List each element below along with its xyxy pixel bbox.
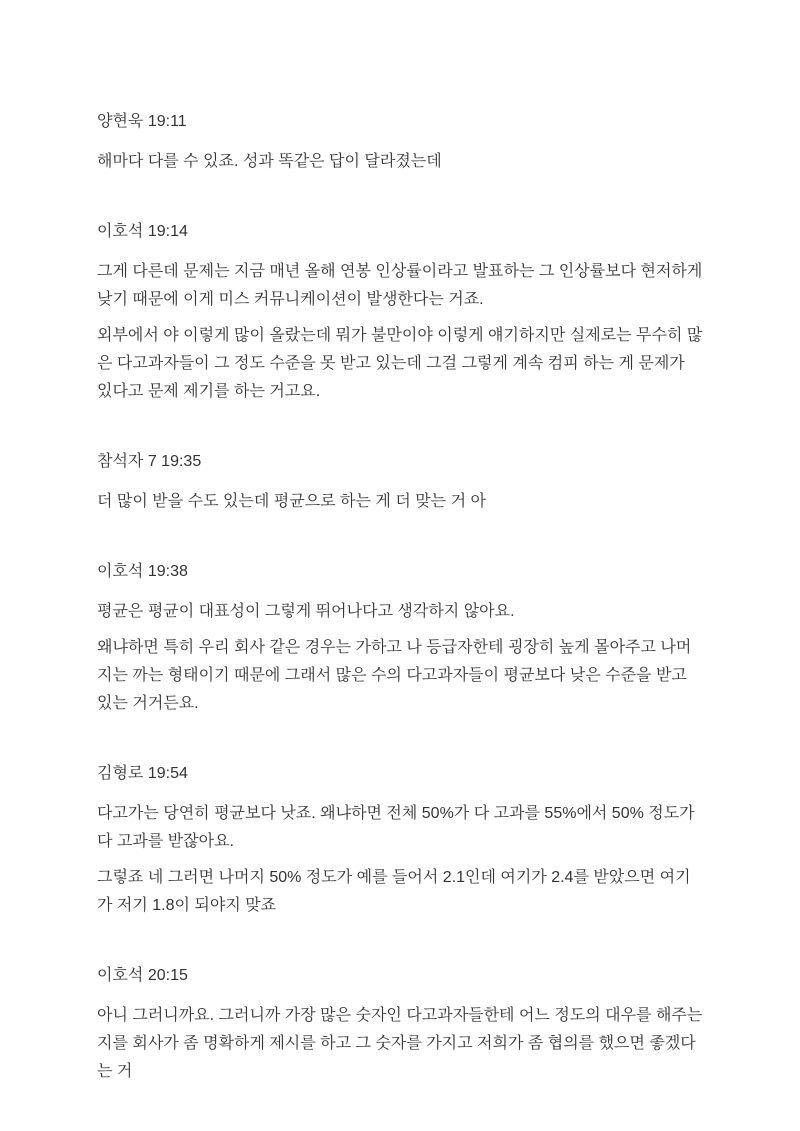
transcript-section	[97, 558, 703, 718]
speaker-header	[97, 448, 703, 476]
transcript-paragraph: 외부에서 야 이렇게 많이 올랐는데 뭐가 불만이야 이렇게 얘기하지만 실제로는 무수히 많은 다고과자들이 그 정도 수준을 못 받고 있는데 그걸 그렇게 계속 컴피 하는 게 문제가 있다고 문제 제기를 하는 거고요.	[97, 327, 703, 400]
speaker-header	[97, 218, 703, 246]
speaker-name: 이호석	[97, 967, 144, 984]
transcript-paragraph: 평균은 평균이 대표성이 그렇게 뛰어나다고 생각하지 않아요.	[97, 603, 515, 620]
transcript-paragraph: 그렇죠 네 그러면 나머지 50% 정도가 예를 들어서 2.1인데 여기가 2.4를 받았으면 여기가 저기 1.8이 되야지 맞죠	[97, 869, 691, 914]
transcript-paragraph: 다고가는 당연히 평균보다 낫죠. 왜냐하면 전체 50%가 다 고과를 55%에서 50% 정도가 다 고과를 받잖아요.	[97, 805, 695, 850]
speaker-header	[97, 962, 703, 990]
transcript-paragraph: 아니 그러니까요. 그러니까 가장 많은 숫자인 다고과자들한테 어느 정도의 대우를 해주는지를 회사가 좀 명확하게 제시를 하고 그 숫자를 가지고 저희가 좀 협의를 했으면 좋겠다는 거	[97, 1007, 703, 1080]
timestamp: 19:54	[147, 765, 188, 782]
transcript-section	[97, 108, 703, 176]
speaker-name: 양현욱	[97, 113, 144, 130]
transcript-paragraph: 왜냐하면 특히 우리 회사 같은 경우는 가하고 나 등급자한테 굉장히 높게 몰아주고 나머지는 까는 형태이기 때문에 그래서 많은 수의 다고과자들이 평균보다 낮은 수준을 받고 있는 거거든요.	[97, 639, 692, 712]
speaker-header	[97, 760, 703, 788]
timestamp: 19:11	[147, 113, 187, 130]
speaker-name: 이호석	[97, 223, 144, 240]
timestamp: 19:14	[147, 223, 188, 240]
transcript-section	[97, 218, 703, 406]
transcript-paragraph: 더 많이 받을 수도 있는데 평균으로 하는 게 더 맞는 거 아	[97, 493, 486, 510]
transcript-paragraph: 그게 다른데 문제는 지금 매년 올해 연봉 인상률이라고 발표하는 그 인상률보다 현저하게 낮기 때문에 이게 미스 커뮤니케이션이 발생한다는 거죠.	[97, 263, 703, 308]
speaker-name: 이호석	[97, 563, 144, 580]
transcript-section	[97, 448, 703, 516]
timestamp: 19:38	[147, 563, 188, 580]
speaker-name: 김형로	[97, 765, 144, 782]
transcript-section	[97, 760, 703, 920]
transcript-paragraph: 해마다 다를 수 있죠. 성과 똑같은 답이 달라졌는데	[97, 153, 442, 170]
speaker-header	[97, 108, 703, 136]
timestamp: 20:15	[147, 967, 188, 984]
speaker-name: 참석자 7	[97, 453, 157, 470]
speaker-header	[97, 558, 703, 586]
timestamp: 19:35	[161, 453, 202, 470]
transcript-section	[97, 962, 703, 1086]
